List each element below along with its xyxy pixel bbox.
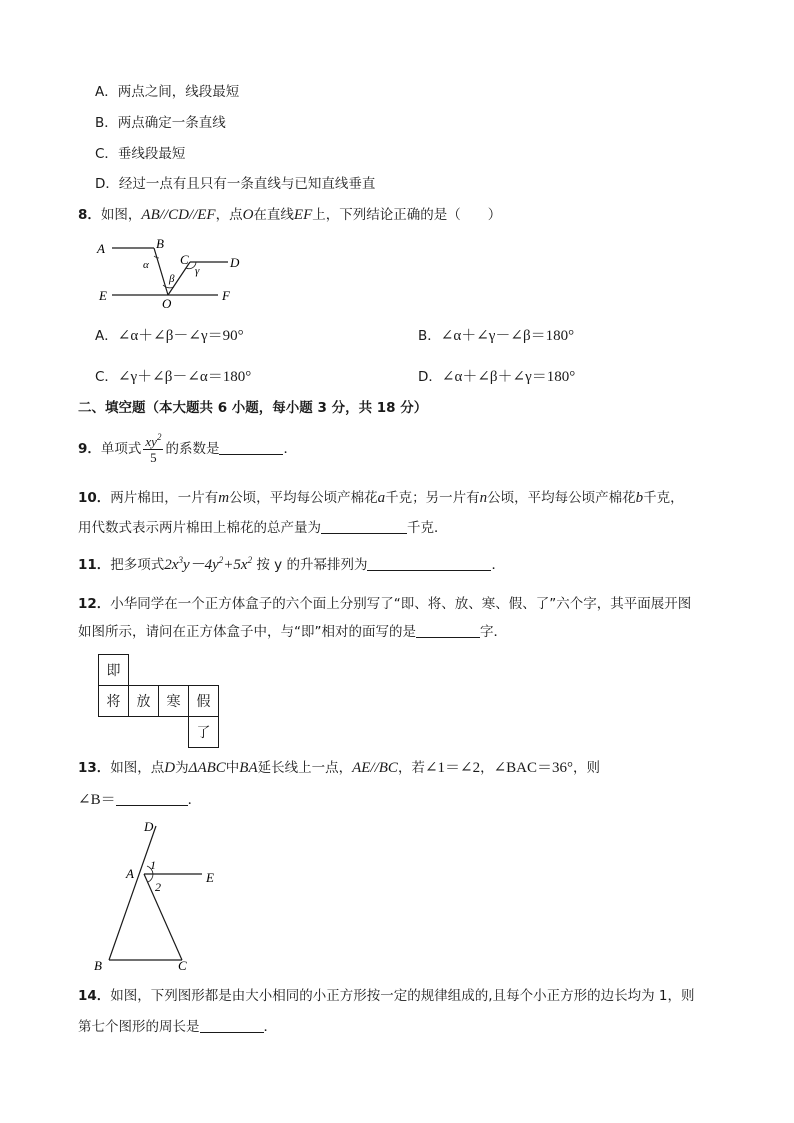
q13-angle-bac: ∠BAC＝36° xyxy=(493,760,573,776)
q7-option-d: D．经过一点有且只有一条直线与已知直线垂直 xyxy=(95,176,376,192)
q8-option-a-expr: ∠α＋∠β－∠γ＝90° xyxy=(117,328,244,344)
q9-number: 9． xyxy=(78,441,101,457)
q10-text: 千克， xyxy=(643,490,684,506)
q8-figure xyxy=(92,236,272,312)
q14-end: ． xyxy=(263,1019,277,1035)
q10-var-n: n xyxy=(479,490,488,506)
q10-text: 千克；另一片有 xyxy=(385,490,480,506)
q10-var-a: a xyxy=(377,490,386,506)
q10-line2 xyxy=(78,518,448,538)
q14-text: 如图，下列图形都是由大小相同的小正方形按一定的规律组成的,且每个小正方形的边长均为 1，则 xyxy=(110,988,695,1004)
q9-fraction xyxy=(143,431,163,465)
q9-text: 的系数是 xyxy=(165,441,220,457)
q13-text: 如图，点 xyxy=(110,760,165,776)
q12-text: 字． xyxy=(480,624,507,640)
q11-exp: 2 xyxy=(247,555,253,565)
q13-angle-b: ∠B＝ xyxy=(78,792,116,808)
q9-frac-exp: 2 xyxy=(156,431,162,442)
q13-text: ，若 xyxy=(397,760,425,776)
q10-text: 用代数式表示两片棉田上棉花的总产量为 xyxy=(78,520,321,536)
q10-answer-blank[interactable] xyxy=(321,518,407,534)
q10-text: 公顷，平均每公顷产棉花 xyxy=(487,490,636,506)
q11-stem xyxy=(78,555,505,575)
q9-answer-blank[interactable] xyxy=(219,439,283,455)
q13-text: 中 xyxy=(225,760,240,776)
net-cell: 寒 xyxy=(158,685,189,717)
q12-answer-blank[interactable] xyxy=(416,622,480,638)
q9-stem xyxy=(78,432,297,466)
q13-figure xyxy=(88,816,228,976)
q13-ba: BA xyxy=(239,760,258,776)
q12-line2 xyxy=(78,622,507,642)
q13-label-1: 1 xyxy=(150,858,156,872)
q13-label-d: D xyxy=(144,819,154,834)
q11-text: 按 y 的升幂排列为 xyxy=(256,557,368,573)
q8-text: ，点 xyxy=(215,207,243,223)
q8-text: 如图， xyxy=(100,207,142,223)
q12-text: 如图所示，请问在正方体盒子中，与“即”相对的面写的是 xyxy=(78,624,416,640)
q13-text: 延长线上一点， xyxy=(257,760,353,776)
q9-end: ． xyxy=(283,441,297,457)
q8-option-d-expr: ∠α＋∠β＋∠γ＝180° xyxy=(441,369,576,385)
q8-label-d: D xyxy=(230,255,240,270)
q13-label-e: E xyxy=(206,870,214,885)
q13-angle-eq: ∠1＝∠2 xyxy=(424,760,481,776)
section-title: 二、填空题（本大题共 6 小题，每小题 3 分，共 18 分） xyxy=(78,400,428,416)
q8-label-b: B xyxy=(156,236,164,251)
q8-option-d xyxy=(418,367,575,387)
q8-stem xyxy=(78,205,501,225)
q11-end: ． xyxy=(491,557,505,573)
q11-term: +5x xyxy=(223,557,248,573)
q14-answer-blank[interactable] xyxy=(200,1017,264,1033)
q7-option-b: B．两点确定一条直线 xyxy=(95,115,226,131)
q10-text: 千克． xyxy=(407,520,448,536)
q11-term: 2x xyxy=(164,557,179,573)
q8-option-b-expr: ∠α＋∠γ－∠β＝180° xyxy=(440,328,575,344)
q11-exp: 2 xyxy=(218,555,224,565)
q13-line2 xyxy=(78,790,201,810)
q13-text: ， xyxy=(480,760,494,776)
q7-option-a: A．两点之间，线段最短 xyxy=(95,84,240,100)
q11-answer-blank[interactable] xyxy=(367,555,491,571)
q10-number: 10． xyxy=(78,490,111,506)
q8-option-a xyxy=(95,326,244,346)
q8-option-c-expr: ∠γ＋∠β－∠α＝180° xyxy=(117,369,252,385)
q13-triangle: ΔABC xyxy=(188,760,226,776)
q13-end: ． xyxy=(187,792,202,808)
q8-label-o: O xyxy=(162,296,172,311)
q11-text: 把多项式 xyxy=(110,557,165,573)
q8-label-c: C xyxy=(180,252,189,267)
q8-point-o: O xyxy=(242,207,254,223)
q8-option-c-label: C． xyxy=(95,369,118,385)
net-cell: 了 xyxy=(188,716,219,748)
net-cell: 将 xyxy=(98,685,129,717)
q8-parallel-expr: AB//CD//EF xyxy=(141,207,216,223)
q8-label-e: E xyxy=(99,288,107,303)
q14-text: 第七个图形的周长是 xyxy=(78,1019,200,1035)
q10-line1 xyxy=(78,488,684,508)
q13-label-b: B xyxy=(94,958,102,973)
q8-label-a: A xyxy=(97,241,105,256)
q8-label-f: F xyxy=(222,288,230,303)
q7-option-c: C．垂线段最短 xyxy=(95,146,186,162)
q8-option-b-label: B． xyxy=(418,328,441,344)
q13-line1 xyxy=(78,758,600,778)
q8-number: 8． xyxy=(78,207,101,223)
q8-option-a-label: A． xyxy=(95,328,118,344)
net-cell: 假 xyxy=(188,685,219,717)
q8-option-b xyxy=(418,326,574,346)
q10-var-b: b xyxy=(635,490,644,506)
q8-option-d-label: D． xyxy=(418,369,442,385)
q13-parallel: AE//BC xyxy=(352,760,398,776)
q12-line1 xyxy=(78,594,691,614)
q13-number: 13． xyxy=(78,760,111,776)
net-cell: 即 xyxy=(98,654,129,686)
q10-text: 两片棉田，一片有 xyxy=(110,490,219,506)
q8-line-ef: EF xyxy=(293,207,313,223)
q8-option-c xyxy=(95,367,251,387)
q14-line1 xyxy=(78,986,694,1006)
q13-label-2: 2 xyxy=(155,880,161,894)
q11-term: y－4y xyxy=(182,557,219,573)
q13-label-a: A xyxy=(126,866,134,881)
q12-number: 12． xyxy=(78,596,111,612)
q10-var-m: m xyxy=(218,490,230,506)
q9-text: 单项式 xyxy=(100,441,142,457)
q13-var-d: D xyxy=(164,760,176,776)
q14-number: 14． xyxy=(78,988,111,1004)
q8-label-alpha: α xyxy=(143,259,149,271)
q14-line2 xyxy=(78,1017,277,1037)
q9-frac-num: xy xyxy=(145,433,157,449)
q8-text: 上，下列结论正确的是（ ） xyxy=(312,207,502,223)
q8-text: 在直线 xyxy=(253,207,294,223)
q11-number: 11． xyxy=(78,557,111,573)
q11-polynomial xyxy=(164,557,252,573)
net-cell: 放 xyxy=(128,685,159,717)
q8-label-beta: β xyxy=(169,273,175,285)
q8-label-gamma: γ xyxy=(195,265,200,277)
q9-frac-den: 5 xyxy=(150,449,157,465)
q13-answer-blank[interactable] xyxy=(116,790,188,806)
q11-exp: 3 xyxy=(178,555,183,565)
q13-text: ，则 xyxy=(573,760,600,776)
q10-text: 公顷，平均每公顷产棉花 xyxy=(229,490,378,506)
q12-text: 小华同学在一个正方体盒子的六个面上分别写了“即、将、放、寒、假、了”六个字，其平面展开图 xyxy=(110,596,692,612)
q13-label-c: C xyxy=(178,958,187,973)
q13-text: 为 xyxy=(175,760,189,776)
